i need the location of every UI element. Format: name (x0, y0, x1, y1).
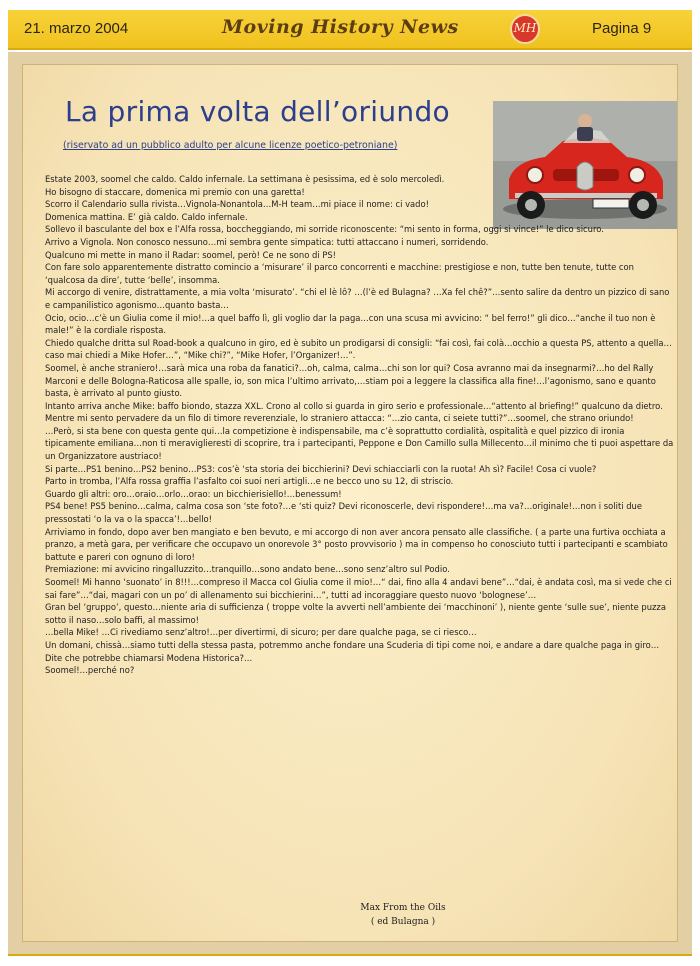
parchment-background (22, 64, 678, 942)
article-sheet (8, 52, 692, 956)
mh-logo-icon (510, 14, 540, 44)
article-title: La prima volta dell’oriundo (65, 95, 450, 128)
newsletter-header (8, 10, 692, 50)
signature-alias: ( ed Bulagna ) (370, 917, 436, 927)
paragraph: Soomel! Mi hanno ‘suonato’ in 8!!!…compreso il Macca col Giulia come il mio!…“ dai, fino alla 4 andavi bene”…“dai, è andata così, ma si vede che ci sai fare”…“dai, magari con un po’ di allenamento sui bicchierini…”, tutti ad incoraggiare questo nuovo ‘bolognese’… (45, 577, 672, 600)
issue-date: 21. marzo 2004 (24, 20, 129, 37)
page-number: Pagina 9 (592, 20, 652, 37)
paragraph: Ho bisogno di staccare, domenica mi premio con una garetta! (45, 186, 305, 197)
paragraph: Intanto arriva anche Mike: baffo biondo, stazza XXL. Crono al collo si guarda in giro serio e professionale…“attento al briefing!” qualcuno da dietro. (45, 400, 663, 411)
newsletter-title: Moving History News (222, 16, 459, 38)
paragraph: Premiazione: mi avvicino ringalluzzito…tranquillo…sono andato bene…sono senz’altro sul Podio. (45, 564, 450, 575)
paragraph: Ocio, ocio…c’è un Giulia come il mio!…a quel baffo lì, gli voglio dar la paga…con una scusa mi avvicino: “ bel ferro!” gli dico…“anche il tuo non è male!” è la cordiale risposta. (45, 312, 656, 336)
paragraph: Con fare solo apparentemente distratto comincio a ‘misurare’ il parco concorrenti e macchine: prestigiose e non, tutte ben tenute, tutte con ‘qualcosa da dire’, tutte ‘belle’, insomma. (45, 262, 634, 285)
paragraph: Mentre mi sento pervadere da un filo di timore reverenziale, lo straniero attacca: “…zio canta, ci seiete tutti?”…soomel, che strano oriundo! (45, 413, 634, 424)
article-body (45, 173, 675, 677)
paragraph: Estate 2003, soomel che caldo. Caldo infernale. La settimana è pesissima, ed è solo mercoledì. (45, 174, 445, 184)
signature-name: Max From the Oils (360, 903, 446, 913)
article-subtitle: (riservato ad un pubblico adulto per alcune licenze poetico-petroniane) (63, 140, 398, 151)
paragraph: Domenica mattina. E’ già caldo. Caldo infernale. (45, 211, 248, 222)
paragraph: Guardo gli altri: oro…oraio…orlo…orao: un bicchierisiello!…benessum! (45, 488, 342, 499)
paragraph: …Però, si sta bene con questa gente qui…la competizione è indispensabile, ma c’è soprattutto cordialità, ospitalità e quel pizzico di ironia tipicamente emiliana…non ti meraviglieresti di scoprire, tra i partecipanti, Peppone e Don Camillo sulla Millecento…il minimo che ti puoi aspettare da un Organizzatore austriaco! (45, 425, 674, 462)
paragraph: Mi accorgo di venire, distrattamente, a mia volta ‘misurato’. “chi el lè lô? …(l’è ed Bulagna? …Xa fel chê?”…sento salire da dentro un pizzico di sano e campanilistico agonismo…quanto basta… (45, 287, 670, 310)
paragraph: Soomel, è anche straniero!…sarà mica una roba da fanatici?…oh, calma, calma…chi son lor qui? Cosa avranno mai da insegnarmi?…ho del Rally Marconi e delle Bologna-Raticosa alle spalle, io, son mica l’ultimo arrivato,…stiam poi a leggere la classifica alla fine!…l’agonismo, sano e quanto basta, è arrivato al punto giusto. (45, 362, 656, 399)
paragraph: Parto in tromba, l’Alfa rossa graffia l’asfalto coi suoi neri artigli…e ne becco uno su 12, di striscio. (45, 476, 454, 487)
paragraph: Soomel!…perché no? (45, 665, 135, 676)
paragraph: Arriviamo in fondo, dopo aver ben mangiato e ben bevuto, e mi accorgo di non aver ancora pensato alle classifiche. ( a parte una furtiva occhiata a pranzo, a metà gara, per verificare che occupavo un onorevole 3° posto provvisorio ) ma in compenso ho conosciuto tutti i partecipanti e scambiato battute e pareri con ognuno di loro! (45, 526, 668, 562)
paragraph: Un domani, chissà…siamo tutti della stessa pasta, potremmo anche fondare una Scuderia di tipi come noi, e andare a dare qualche paga in giro…Dite che potrebbe chiamarsi Modena Historica?… (45, 639, 660, 663)
paragraph: Gran bel ‘gruppo’, questo…niente aria di sufficienza ( troppe volte la avverti nell’ambiente dei ‘macchinoni’ ), niente gente ‘sulle sue’, niente puzza sotto il naso…solo baffi, al massimo! (45, 602, 666, 625)
paragraph: Chiedo qualche dritta sul Road-book a qualcuno in giro, ed è subito un prodigarsi di consigli: “fai così, fai colà…occhio a questa PS, attento a quella…caso mai chiedi a Mike Hofer…”, “Mike chi?”, “Mike Hofer, l’Organizer!…”. (45, 337, 672, 361)
paragraph: Si parte…PS1 benino…PS2 benino…PS3: cos’è ‘sta storia dei bicchierini? Devi schiacciarli con la ruota! Ah sì? Facile! Cosa ci vuole? (45, 463, 597, 474)
paragraph: PS4 bene! PS5 benino…calma, calma cosa son ‘ste foto?…e ‘sti quiz? Devi riconoscerle, devi rispondere!…ma va?…originale!…non i soliti due pressostati ‘o la va o la spacca’!…bello! (45, 501, 642, 525)
paragraph: Scorro il Calendario sulla rivista…Vignola-Nonantola…M-H team…mi piace il nome: ci vado! (45, 199, 429, 210)
paragraph: Qualcuno mi mette in mano il Radar: soomel, però! Ce ne sono di PS! (45, 249, 337, 260)
paragraph: Arrivo a Vignola. Non conosco nessuno…mi sembra gente simpatica: tutti attaccano i numeri, sorridendo. (45, 236, 489, 247)
paragraph: …bella Mike! …Ci rivediamo senz’altro!…per divertirmi, di sicuro; per dare qualche paga, se ci riesco… (45, 627, 477, 638)
logo-text: MH (513, 21, 537, 35)
paragraph: Sollevo il basculante del box e l’Alfa rossa, boccheggiando, mi sorride riconoscente: “mi sento in forma, oggi si vince!” le dico sicuro. (45, 224, 604, 235)
